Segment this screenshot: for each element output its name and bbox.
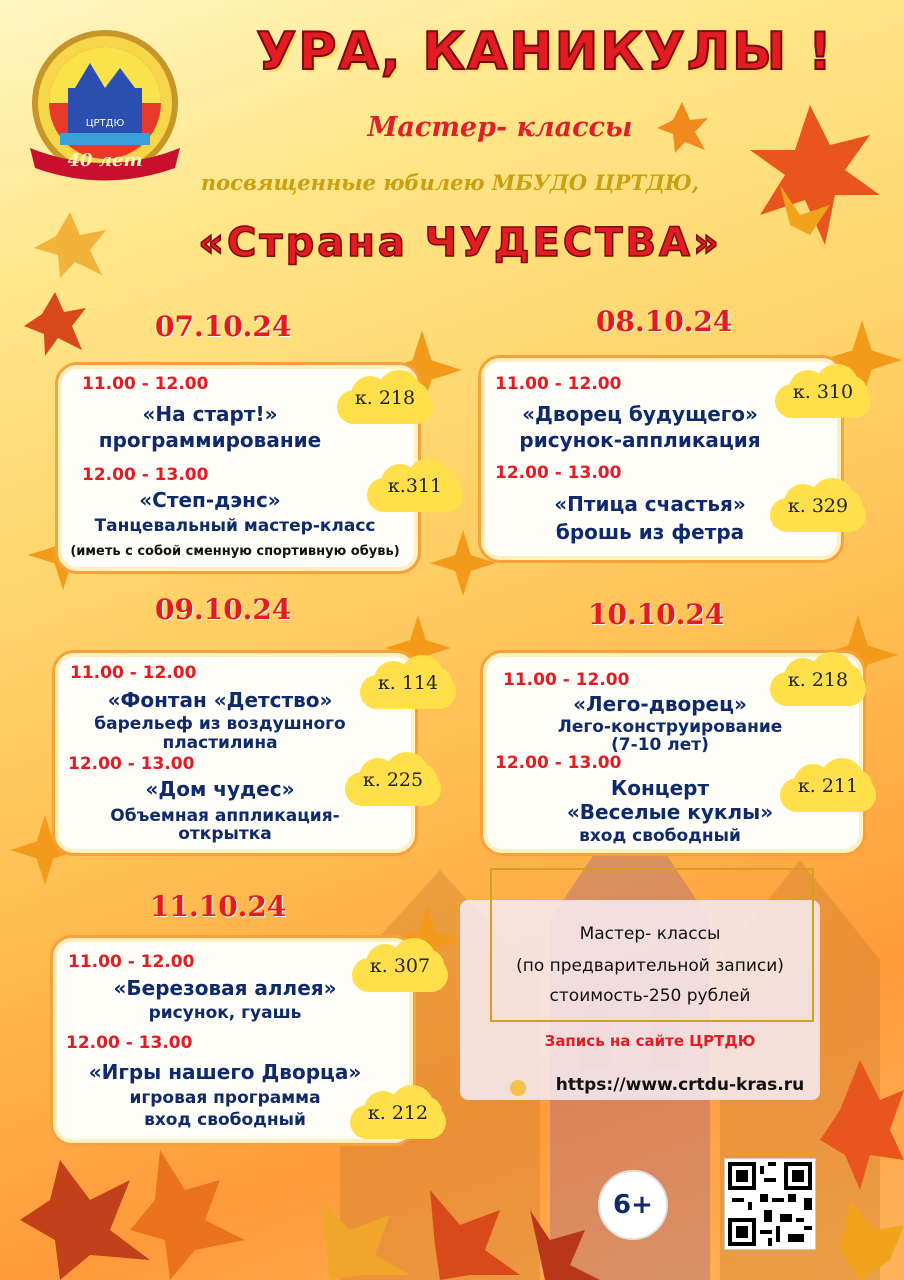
- class-description: «Веселые куклы»: [566, 800, 774, 824]
- time-slot: 11.00 - 12.00: [68, 952, 195, 972]
- room-number: к. 225: [362, 769, 424, 791]
- room-number: к.311: [387, 475, 443, 497]
- info-panel: [460, 880, 840, 1120]
- room-badge: [367, 458, 463, 512]
- info-price: стоимость-250 рублей: [549, 986, 751, 1006]
- class-title: «Дворец будущего»: [522, 402, 758, 426]
- signup-text: Запись на сайте ЦРТДЮ: [544, 1032, 756, 1050]
- room-number: к. 307: [369, 955, 431, 977]
- logo-org-text: ЦРТДЮ: [85, 118, 125, 129]
- time-slot: 12.00 - 13.00: [68, 754, 195, 774]
- class-description: рисунок-аппликация: [519, 428, 761, 452]
- room-number: к. 218: [787, 669, 849, 691]
- qr-code[interactable]: [724, 1158, 816, 1250]
- room-number: к. 218: [354, 387, 416, 409]
- date-heading: 10.10.24: [588, 598, 725, 631]
- date-heading: 11.10.24: [150, 890, 287, 923]
- room-number: к. 329: [787, 495, 849, 517]
- time-slot: 12.00 - 13.00: [66, 1033, 193, 1053]
- room-number: к. 114: [377, 672, 439, 694]
- class-description: открытка: [178, 824, 272, 844]
- leaf-icon: [20, 1140, 250, 1280]
- class-description: Танцевальный мастер-класс: [94, 516, 376, 536]
- class-title: «Степ-дэнс»: [139, 488, 281, 512]
- room-number: к. 211: [797, 775, 859, 797]
- leaf-icon: [300, 1170, 600, 1280]
- date-heading: 07.10.24: [155, 310, 292, 343]
- class-title: «Птица счастья»: [554, 492, 746, 516]
- time-slot: 11.00 - 12.00: [70, 663, 197, 683]
- class-note: вход свободный: [579, 826, 741, 846]
- dedication-text: посвященные юбилею МБУДО ЦРТДЮ,: [200, 170, 700, 195]
- time-slot: 12.00 - 13.00: [495, 753, 622, 773]
- class-title: «Березовая аллея»: [113, 976, 337, 1000]
- class-description: игровая программа: [129, 1088, 321, 1108]
- room-badge: [350, 1085, 446, 1139]
- class-description: Объемная аппликация-: [110, 806, 340, 826]
- website-link[interactable]: https://www.crtdu-kras.ru: [555, 1075, 805, 1095]
- qr-code-image: [728, 1162, 812, 1246]
- leaf-icon: [30, 210, 110, 280]
- leaf-icon: [20, 290, 90, 360]
- info-line: (по предварительной записи): [516, 956, 784, 976]
- class-title: «Лего-дворец»: [573, 692, 747, 716]
- class-title: «На старт!»: [142, 402, 278, 426]
- program-name: «Страна ЧУДЕСТВА»: [198, 220, 722, 266]
- class-description: рисунок, гуашь: [148, 1003, 302, 1023]
- class-note: вход свободный: [144, 1110, 306, 1130]
- class-title: «Игры нашего Дворца»: [88, 1060, 362, 1084]
- date-heading: 09.10.24: [155, 593, 292, 626]
- room-number: к. 310: [792, 381, 854, 403]
- time-slot: 11.00 - 12.00: [503, 670, 630, 690]
- logo-years-text: 40 лет: [67, 150, 143, 171]
- class-description: брошь из фетра: [555, 520, 745, 544]
- class-description: пластилина: [162, 733, 278, 753]
- info-line: Мастер- классы: [579, 924, 721, 944]
- time-slot: 11.00 - 12.00: [82, 374, 209, 394]
- room-number: к. 212: [367, 1102, 429, 1124]
- class-description: Лего-конструирование: [557, 717, 783, 737]
- class-title: «Фонтан «Детство»: [107, 688, 333, 712]
- age-rating-badge: 6+: [598, 1170, 668, 1240]
- page-title: УРА, КАНИКУЛЫ !: [256, 22, 834, 82]
- time-slot: 12.00 - 13.00: [495, 463, 622, 483]
- subtitle: Мастер- классы: [367, 112, 633, 143]
- class-description: (7-10 лет): [611, 735, 709, 755]
- class-title: Концерт: [610, 776, 710, 800]
- class-description: барельеф из воздушного: [94, 714, 346, 734]
- date-heading: 08.10.24: [596, 305, 733, 338]
- class-title: «Дом чудес»: [145, 777, 295, 801]
- time-slot: 11.00 - 12.00: [495, 374, 622, 394]
- logo: [20, 28, 190, 188]
- class-note: (иметь с собой сменную спортивную обувь): [70, 544, 400, 559]
- class-description: программирование: [98, 428, 322, 452]
- time-slot: 12.00 - 13.00: [82, 465, 209, 485]
